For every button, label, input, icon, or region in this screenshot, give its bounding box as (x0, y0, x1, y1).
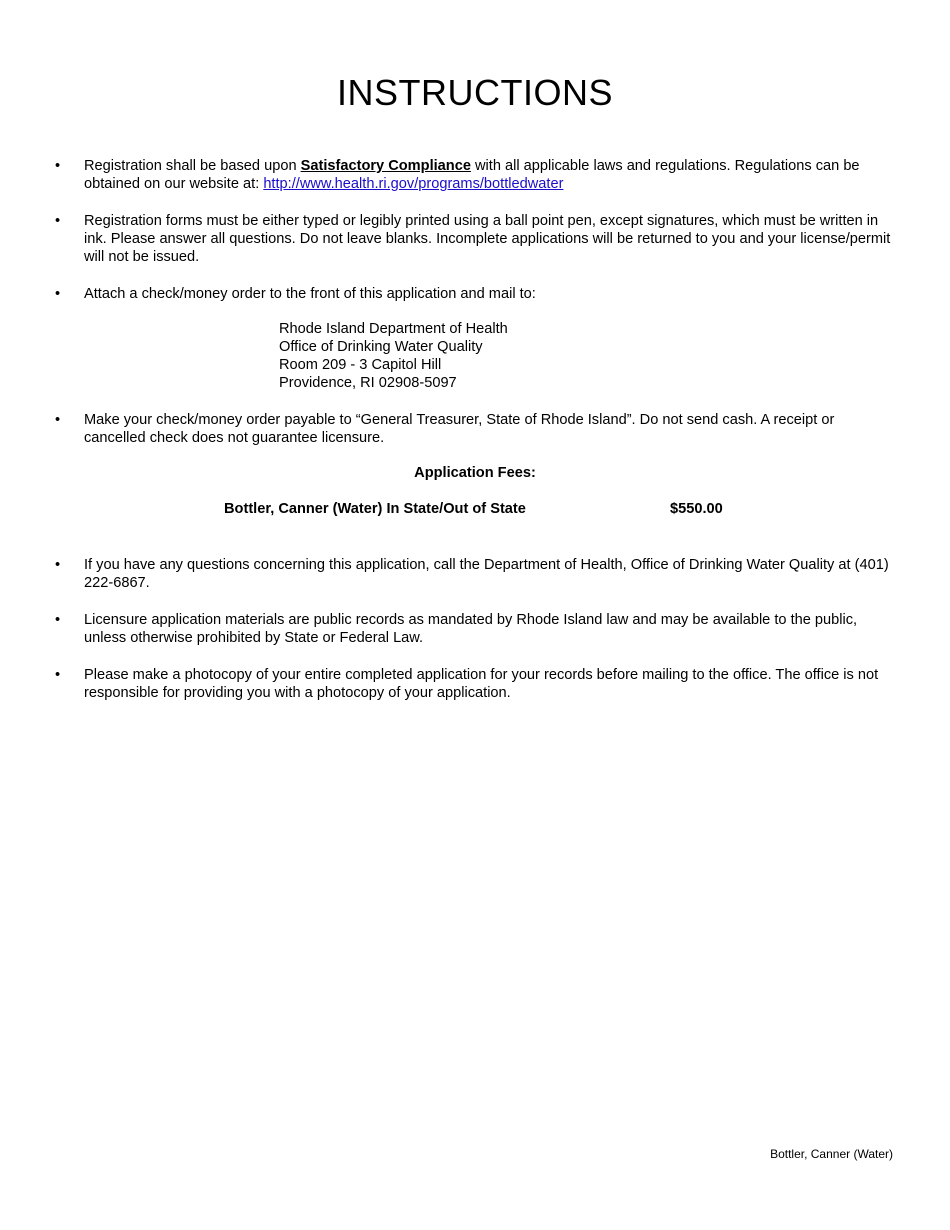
bullet-icon: • (55, 286, 61, 302)
instruction-text: Please make a photocopy of your entire completed application for your records before mailing to the office. The office is not responsible for providing you with a photocopy of your application. (84, 667, 879, 701)
fee-item-label: Bottler, Canner (Water) In State/Out of State (224, 501, 526, 517)
bullet-icon: • (55, 213, 61, 229)
instruction-item-questions (55, 556, 895, 592)
instruction-item-photocopy (55, 666, 895, 702)
instruction-item-forms (55, 212, 895, 266)
bullet-icon: • (55, 667, 61, 683)
instruction-text: Licensure application materials are public records as mandated by Rhode Island law and may be available to the public, unless otherwise prohibited by State or Federal Law. (84, 612, 858, 646)
fees-heading: Application Fees: (414, 465, 536, 481)
mailing-address (279, 320, 508, 392)
instruction-item-public-records (55, 611, 895, 647)
regulations-website-link[interactable]: http://www.health.ri.gov/programs/bottledwater (263, 176, 564, 192)
instruction-item-payable (55, 411, 895, 447)
instruction-text: Registration shall be based upon (84, 158, 301, 174)
address-line: Room 209 - 3 Capitol Hill (279, 357, 442, 373)
bullet-icon: • (55, 557, 61, 573)
page-footer: Bottler, Canner (Water) (770, 1147, 893, 1161)
bullet-icon: • (55, 612, 61, 628)
instruction-item-compliance (55, 157, 895, 193)
address-line: Office of Drinking Water Quality (279, 339, 483, 355)
instruction-text: Make your check/money order payable to “General Treasurer, State of Rhode Island”. Do not send cash. A receipt or cancelled check does not guarantee licensure. (84, 412, 835, 446)
instruction-text: Attach a check/money order to the front of this application and mail to: (84, 286, 536, 302)
instruction-text: with all applicable laws and regulations. Regulations can be obtained on our website at: (84, 158, 860, 192)
bullet-icon: • (55, 412, 61, 428)
fee-item-amount: $550.00 (670, 501, 723, 517)
address-line: Rhode Island Department of Health (279, 321, 508, 337)
instruction-item-payment-attach (55, 285, 895, 303)
bullet-icon: • (55, 158, 61, 174)
instruction-text: If you have any questions concerning this application, call the Department of Health, Office of Drinking Water Quality at (401) 222-6867. (84, 557, 889, 591)
address-line: Providence, RI 02908-5097 (279, 375, 457, 391)
page-title: INSTRUCTIONS (337, 72, 613, 113)
instruction-text: Registration forms must be either typed or legibly printed using a ball point pen, except signatures, which must be written in ink. Please answer all questions. Do not leave blanks. Incomplete applications will be returned to you and your license/permit will not be issued. (84, 213, 891, 265)
satisfactory-compliance-emphasis: Satisfactory Compliance (300, 158, 471, 174)
